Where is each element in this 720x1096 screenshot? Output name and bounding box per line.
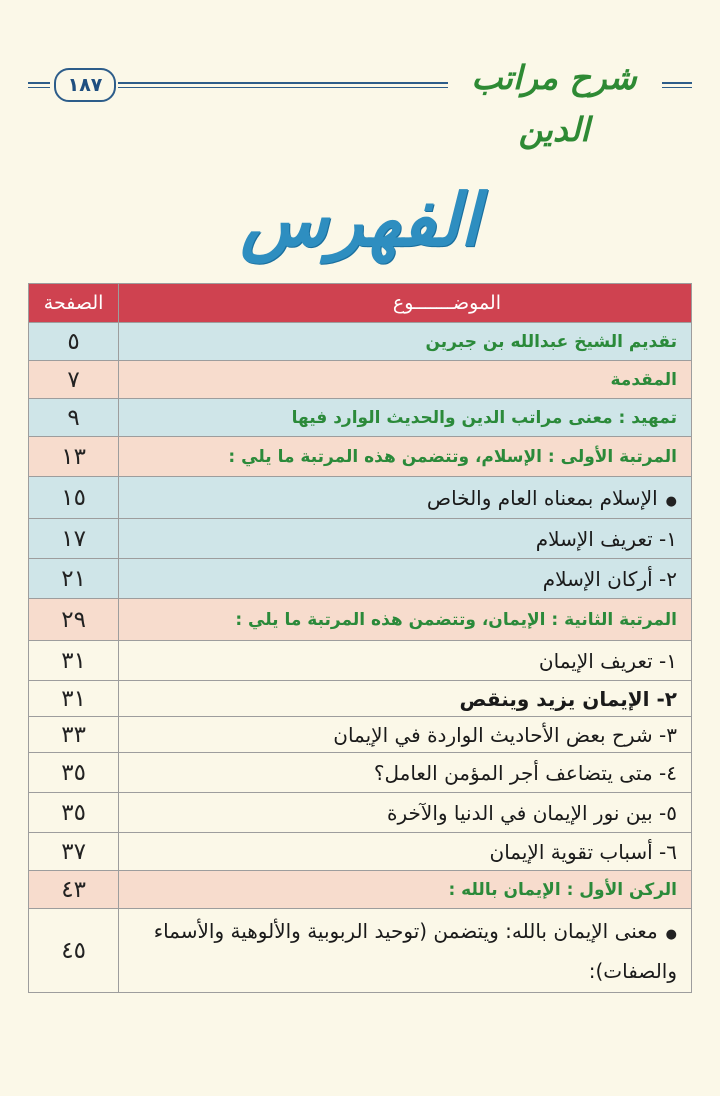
- toc-topic: المقدمة: [119, 361, 692, 399]
- toc-page: ٤٣: [29, 871, 119, 909]
- toc-row: [29, 437, 692, 477]
- toc-page: ٣٣: [29, 717, 119, 753]
- toc-page: ٣٧: [29, 833, 119, 871]
- toc-row: [29, 793, 692, 833]
- toc-table: [28, 283, 692, 993]
- toc-topic: المرتبة الأولى : الإسلام، وتتضمن هذه المرتبة ما يلي :: [119, 437, 692, 477]
- toc-topic: ٤- متى يتضاعف أجر المؤمن العامل؟: [119, 753, 692, 793]
- header-rule-left: [28, 82, 50, 88]
- toc-topic: تمهيد : معنى مراتب الدين والحديث الوارد فيها: [119, 399, 692, 437]
- toc-topic-text: معنى الإيمان بالله: ويتضمن (توحيد الربوبية والألوهية والأسماء والصفات):: [153, 918, 677, 983]
- toc-row: [29, 641, 692, 681]
- toc-page: ٥: [29, 323, 119, 361]
- toc-page: ١٧: [29, 519, 119, 559]
- toc-page: ٣٥: [29, 793, 119, 833]
- toc-topic-text: الإسلام بمعناه العام والخاص: [426, 485, 658, 510]
- toc-topic: ١- تعريف الإيمان: [119, 641, 692, 681]
- topic-column-header: الموضـــــــوع: [119, 284, 692, 323]
- toc-row: [29, 477, 692, 519]
- bullet-icon: [658, 919, 677, 943]
- toc-header-row: [29, 284, 692, 323]
- toc-page: ٣١: [29, 681, 119, 717]
- toc-topic: ٥- بين نور الإيمان في الدنيا والآخرة: [119, 793, 692, 833]
- toc-topic: [119, 477, 692, 519]
- toc-topic: ٦- أسباب تقوية الإيمان: [119, 833, 692, 871]
- toc-row: [29, 717, 692, 753]
- page-number: ١٨٧: [54, 68, 116, 102]
- toc-row: [29, 681, 692, 717]
- toc-row: [29, 559, 692, 599]
- toc-page: ٧: [29, 361, 119, 399]
- header-rule-right: [662, 82, 692, 88]
- toc-page: ٣٥: [29, 753, 119, 793]
- toc-topic: تقديم الشيخ عبدالله بن جبرين: [119, 323, 692, 361]
- toc-row: [29, 753, 692, 793]
- toc-page: ٩: [29, 399, 119, 437]
- toc-page: ٣١: [29, 641, 119, 681]
- toc-topic: ٣- شرح بعض الأحاديث الواردة في الإيمان: [119, 717, 692, 753]
- toc-page: ٤٥: [29, 909, 119, 993]
- toc-topic: ٢- أركان الإسلام: [119, 559, 692, 599]
- toc-topic: ٢- الإيمان يزيد وينقص: [119, 681, 692, 717]
- toc-row: [29, 323, 692, 361]
- header-rule-middle: [118, 82, 448, 88]
- toc-row: [29, 399, 692, 437]
- toc-row: [29, 519, 692, 559]
- toc-row: [29, 361, 692, 399]
- toc-row: [29, 909, 692, 993]
- toc-topic: المرتبة الثانية : الإيمان، وتتضمن هذه المرتبة ما يلي :: [119, 599, 692, 641]
- toc-topic: [119, 909, 692, 993]
- toc-row: [29, 833, 692, 871]
- toc-topic: الركن الأول : الإيمان بالله :: [119, 871, 692, 909]
- toc-topic: ١- تعريف الإسلام: [119, 519, 692, 559]
- index-title: الفهرس: [240, 177, 480, 262]
- page-column-header: الصفحة: [29, 284, 119, 323]
- toc-page: ١٣: [29, 437, 119, 477]
- toc-page: ١٥: [29, 477, 119, 519]
- toc-page: ٢٩: [29, 599, 119, 641]
- book-title: شرح مراتب الدين: [471, 58, 637, 149]
- running-header: [28, 52, 692, 149]
- toc-row: [29, 871, 692, 909]
- bullet-icon: [658, 486, 677, 510]
- toc-page: ٢١: [29, 559, 119, 599]
- toc-row: [29, 599, 692, 641]
